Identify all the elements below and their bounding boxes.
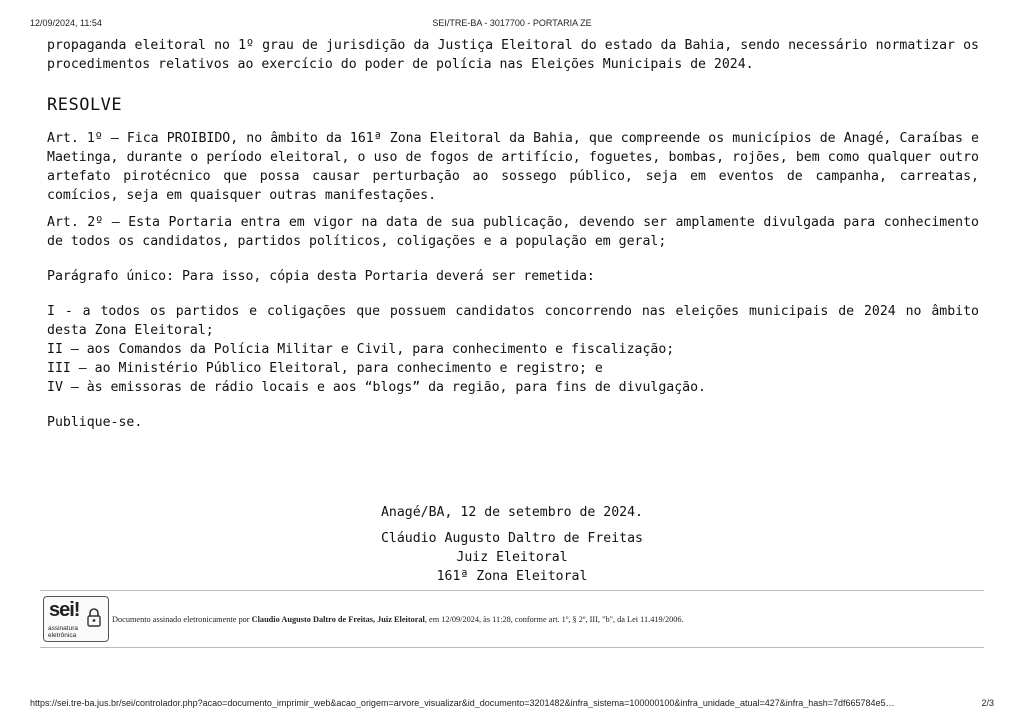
electronic-signature-box [40, 590, 984, 648]
signer-role: Juiz Eleitoral [456, 550, 568, 565]
list-item: III – ao Ministério Público Eleitoral, para conhecimento e registro; e [47, 361, 603, 376]
sei-logo-subtitle: assinatura eletrônica [48, 625, 78, 639]
print-title: SEI/TRE-BA - 3017700 - PORTARIA ZE [432, 18, 592, 28]
intro-paragraph: propaganda eleitoral no 1º grau de jurisdição da Justiça Eleitoral do estado da Bahia, sendo necessário normatizar os procedimentos relativos ao exercício do poder de polícia nas Eleições Municipais de 2024. [47, 38, 979, 72]
article-1: Art. 1º – Fica PROIBIDO, no âmbito da 161ª Zona Eleitoral da Bahia, que compreende os municípios de Anagé, Caraíbas e Maetinga, durante o período eleitoral, o uso de fogos de artifício, foguetes, bombas, rojões, bem como qualquer outro artefato pirotécnico que possa causar perturbação ao sossego público, seja em eventos de campanha, carreatas, comícios, seja em quaisquer outras manifestações. [47, 131, 979, 203]
list-item: I - a todos os partidos e coligações que possuem candidatos concorrendo nas eleições municipais de 2024 no âmbito desta Zona Eleitoral; [47, 304, 979, 338]
document-body [47, 36, 979, 432]
resolve-heading: RESOLVE [47, 95, 123, 115]
signature-statement: Documento assinado eletronicamente por Claudio Augusto Daltro de Freitas, Juiz Eleitoral, em 12/09/2024, às 11:28, conforme art. 1º, § 2º, III, "b", da Lei 11.419/2006. [112, 615, 684, 624]
signer-bold: Claudio Augusto Daltro de Freitas, Juiz Eleitoral [251, 615, 425, 624]
lock-icon [86, 607, 102, 627]
sei-logo-text: sei! [49, 599, 80, 621]
page-number: 2/3 [981, 698, 994, 708]
signature-block [0, 503, 1024, 586]
print-url: https://sei.tre-ba.jus.br/sei/controlador.php?acao=documento_imprimir_web&acao_origem=arvore_visualizar&id_documento=3201482&infra_sistema=100000100&infra_unidade_atual=427&infra_hash=7df665784e5… [30, 698, 895, 708]
list-item: II – aos Comandos da Polícia Militar e Civil, para conhecimento e fiscalização; [47, 342, 675, 357]
list-item: IV – às emissoras de rádio locais e aos “blogs” da região, para fins de divulgação. [47, 380, 706, 395]
place-date: Anagé/BA, 12 de setembro de 2024. [380, 505, 643, 520]
signer-name: Cláudio Augusto Daltro de Freitas [380, 531, 643, 546]
electoral-zone: 161ª Zona Eleitoral [436, 569, 588, 584]
print-datetime: 12/09/2024, 11:54 [30, 18, 102, 28]
publique-se: Publique-se. [47, 415, 143, 430]
article-2: Art. 2º – Esta Portaria entra em vigor na data de sua publicação, devendo ser amplamente divulgada para conhecimento de todos os candidatos, partidos políticos, coligações e a população em geral; [47, 215, 979, 249]
paragrafo-unico: Parágrafo único: Para isso, cópia desta Portaria deverá ser remetida: [47, 269, 595, 284]
sei-logo [43, 596, 109, 642]
